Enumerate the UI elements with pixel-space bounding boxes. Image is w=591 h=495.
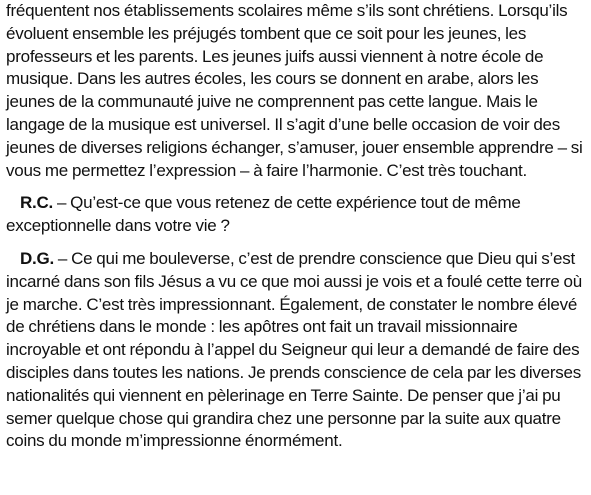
paragraph-answer — [6, 248, 588, 453]
paragraph-gap — [6, 238, 588, 248]
document-page — [6, 0, 588, 453]
paragraph-continuation — [6, 0, 588, 182]
paragraph-text: – Ce qui me bouleverse, c’est de prendre conscience que Dieu qui s’est incarné dans son fils Jésus a vu ce que moi aussi je vois et a foulé cette terre où je marche. C’est très impressionnant. Également, de constater le nombre élevé de chrétiens dans le monde : les apôtres ont fait un travail missionnaire incroyable et ont répondu à l’appel du Seigneur qui leur a demandé de faire des disciples dans toutes les nations. Je prends conscience de cela par les diverses nationalités qui viennent en pèlerinage en Terre Sainte. De penser que j’ai pu semer quelque chose qui grandira chez une personne par la suite aux quatre coins du monde m’impressionne énormément. — [6, 248, 582, 451]
paragraph-text: – Qu’est-ce que vous retenez de cette expérience tout de même exceptionnelle dans votre vie ? — [6, 193, 521, 236]
paragraph-text: fréquentent nos établissements scolaires même s’ils sont chrétiens. Lorsqu’ils évoluent ensemble les préjugés tombent que ce soit pour les jeunes, les professeurs et les parents. Les jeunes juifs aussi viennent à notre école de musique. Dans les autres écoles, les cours se donnent en arabe, alors les jeunes de la communauté juive ne comprennent pas cette langue. Mais le langage de la musique est universel. Il s’agit d’une belle occasion de voir des jeunes de diverses religions échanger, s’amuser, jouer ensemble apprendre – si vous me permettez l’expression – à faire l’harmonie. C’est très touchant. — [6, 1, 583, 180]
paragraph-gap — [6, 182, 588, 192]
speaker-initials: D.G. — [20, 248, 54, 268]
paragraph-question — [6, 192, 588, 238]
speaker-initials: R.C. — [20, 193, 53, 213]
